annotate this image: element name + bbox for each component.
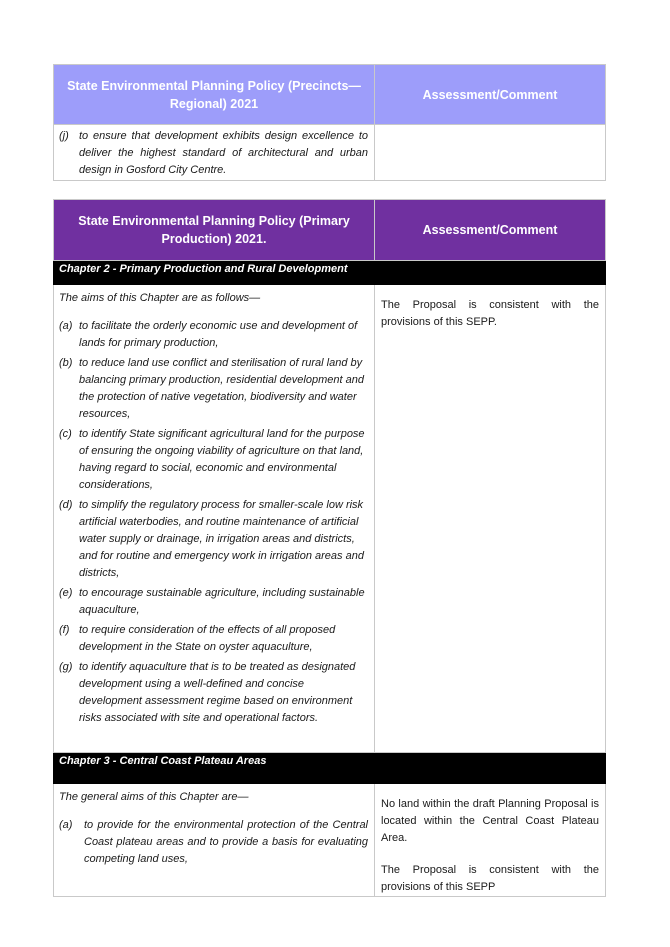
aim-item [59, 659, 368, 727]
table-header-left: State Environmental Planning Policy (Primary Production) 2021. [54, 200, 375, 261]
chapter-2-heading: Chapter 2 - Primary Production and Rural Development [54, 261, 606, 285]
aim-label: (e) [59, 587, 73, 599]
chapter-3-aims-cell [54, 784, 375, 897]
clause-label: (j) [59, 130, 69, 142]
aim-item [59, 817, 368, 868]
clause-text: to ensure that development exhibits design excellence to deliver the highest standard of architectural and urban design in Gosford City Centre. [79, 130, 368, 176]
aim-item [59, 355, 368, 423]
aim-item [59, 426, 368, 494]
aim-text: to reduce land use conflict and sterilisation of rural land by balancing primary production, residential development and the protection of native vegetation, biodiversity and water resources, [79, 357, 364, 420]
aim-text: to simplify the regulatory process for smaller-scale low risk artificial waterbodies, and routine maintenance of artificial water supply or drainage, in irrigation areas and districts, and for routine and emergency work in irrigation areas and districts, [79, 499, 364, 579]
chapter-3-heading: Chapter 3 - Central Coast Plateau Areas [54, 753, 606, 784]
aim-label: (g) [59, 661, 73, 673]
table-header-right: Assessment/Comment [375, 65, 606, 125]
chapter-3-comment-2: The Proposal is consistent with the provisions of this SEPP [381, 864, 599, 893]
aim-label: (c) [59, 428, 72, 440]
aim-text: to identify aquaculture that is to be treated as designated development using a well-defined and concise development assessment regime based on environment risks associated with site and operational factors. [79, 661, 356, 724]
chapter-2-comment: The Proposal is consistent with the provisions of this SEPP. [381, 299, 599, 328]
chapter-2-intro: The aims of this Chapter are as follows— [59, 292, 261, 304]
chapter-3-comment-1: No land within the draft Planning Proposal is located within the Central Coast Plateau Area. [381, 798, 599, 844]
chapter-heading-row [54, 261, 606, 285]
aim-text: to provide for the environmental protection of the Central Coast plateau areas and to provide a basis for evaluating competing land uses, [84, 819, 368, 865]
table-header-left: State Environmental Planning Policy (Precincts—Regional) 2021 [54, 65, 375, 125]
table-row [54, 784, 606, 897]
aim-text: to require consideration of the effects of all proposed development in the State on oyster aquaculture, [79, 624, 336, 653]
chapter-2-comment-cell [375, 285, 606, 753]
aim-item [59, 497, 368, 582]
table-header-row [54, 65, 606, 125]
table-header-right: Assessment/Comment [375, 200, 606, 261]
aim-label: (f) [59, 624, 70, 636]
comment-cell [375, 125, 606, 181]
sepp-precincts-table [53, 64, 606, 181]
aim-item [59, 622, 368, 656]
aim-label: (b) [59, 357, 73, 369]
aim-text: to encourage sustainable agriculture, including sustainable aquaculture, [79, 587, 365, 616]
sepp-primary-production-table [53, 199, 606, 897]
table-row [54, 125, 606, 181]
aim-label: (a) [59, 320, 73, 332]
aim-text: to facilitate the orderly economic use and development of lands for primary production, [79, 320, 358, 349]
table-header-row [54, 200, 606, 261]
aim-label: (a) [59, 819, 73, 831]
table-row [54, 285, 606, 753]
clause-item [59, 128, 368, 179]
chapter-2-aims-cell [54, 285, 375, 753]
aim-label: (d) [59, 499, 73, 511]
aim-item [59, 318, 368, 352]
chapter-3-intro: The general aims of this Chapter are— [59, 791, 249, 803]
aim-item [59, 585, 368, 619]
clause-cell [54, 125, 375, 181]
chapter-3-comment-cell [375, 784, 606, 897]
aim-text: to identify State significant agricultural land for the purpose of ensuring the ongoing viability of agriculture on that land, having regard to social, economic and environmental considerations, [79, 428, 365, 491]
chapter-heading-row [54, 753, 606, 784]
